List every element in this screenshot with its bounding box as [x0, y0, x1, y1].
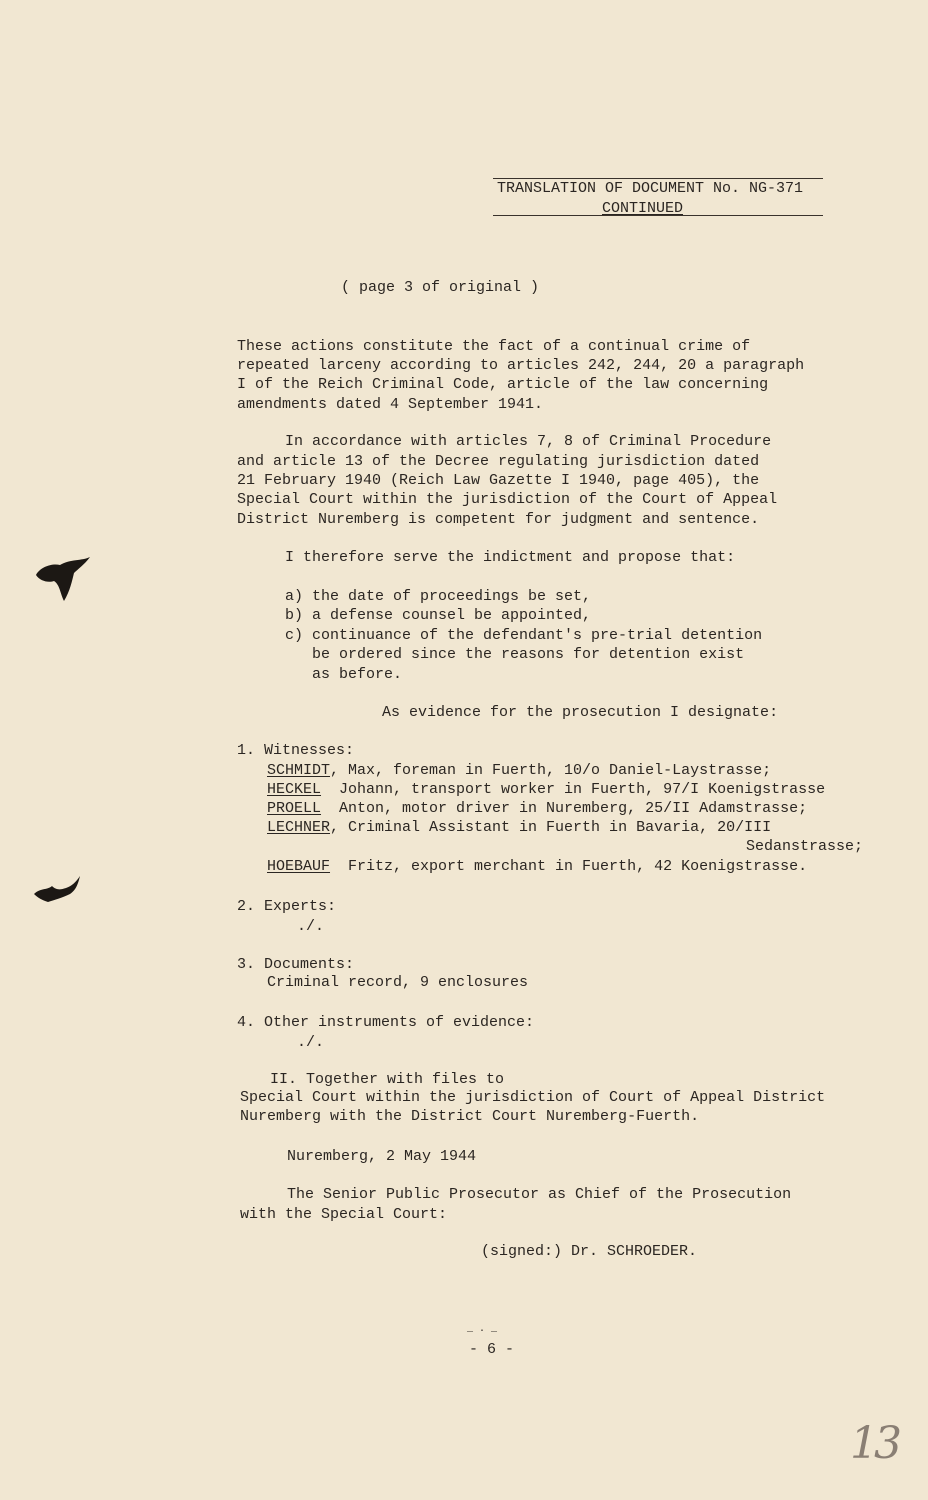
handwritten-number: 13: [850, 1418, 898, 1469]
witness-name: HOEBAUF: [267, 858, 331, 875]
witness-row: [267, 857, 807, 876]
proposal-line: c) continuance of the defendant's pre-trial detention: [285, 627, 763, 644]
paragraph1-line: repeated larceny according to articles 242, 244, 20 a paragraph: [237, 357, 805, 374]
section2-line: II. Together with files to: [270, 1071, 505, 1088]
paragraph2-line: Special Court within the jurisdiction of the Court of Appeal: [237, 491, 778, 508]
paragraph1-line: amendments dated 4 September 1941.: [237, 396, 544, 413]
page-number-dashes: _ . _: [467, 1324, 498, 1335]
witness-details: Anton, motor driver in Nuremberg, 25/II Adamstrasse;: [321, 800, 808, 817]
witness-name: SCHMIDT: [267, 762, 331, 779]
punch-hole-blot-icon: [30, 868, 86, 908]
witness-row: [746, 837, 863, 856]
witness-row: [267, 818, 771, 837]
paragraph2-line: District Nuremberg is competent for judgment and sentence.: [237, 511, 760, 528]
witness-details: Johann, transport worker in Fuerth, 97/I Koenigstrasse: [321, 781, 826, 798]
witnesses-heading: 1. Witnesses:: [237, 742, 355, 759]
paragraph2-line: In accordance with articles 7, 8 of Criminal Procedure: [285, 433, 772, 450]
witness-name: PROELL: [267, 800, 322, 817]
witness-name: LECHNER: [267, 819, 331, 836]
place-date: Nuremberg, 2 May 1944: [287, 1148, 477, 1165]
proposal-line: as before.: [285, 666, 403, 683]
other-value: ./.: [297, 1034, 325, 1051]
witness-row: [267, 780, 825, 799]
witness-row: [267, 799, 807, 818]
witness-details: , Criminal Assistant in Fuerth in Bavaria, 20/III: [330, 819, 772, 836]
witness-details: , Max, foreman in Fuerth, 10/o Daniel-Laystrasse;: [330, 762, 772, 779]
punch-hole-blot-icon: [30, 545, 96, 605]
experts-value: ./.: [297, 918, 325, 935]
page-note: ( page 3 of original ): [341, 279, 540, 296]
header-title: TRANSLATION OF DOCUMENT No. NG-371: [497, 180, 804, 197]
witness-details: Sedanstrasse;: [746, 838, 864, 855]
proposal-line: be ordered since the reasons for detention exist: [285, 646, 745, 663]
header-continued: CONTINUED: [602, 200, 684, 217]
paragraph2-line: 21 February 1940 (Reich Law Gazette I 1940, page 405), the: [237, 472, 760, 489]
documents-value: Criminal record, 9 enclosures: [267, 974, 529, 991]
paragraph2-line: and article 13 of the Decree regulating jurisdiction dated: [237, 453, 760, 470]
witness-row: [267, 761, 771, 780]
paragraph1-line: These actions constitute the fact of a continual crime of: [237, 338, 751, 355]
signoff-line: The Senior Public Prosecutor as Chief of the Prosecution: [287, 1186, 792, 1203]
page-number: - 6 -: [469, 1341, 515, 1358]
witness-name: HECKEL: [267, 781, 322, 798]
paragraph1-line: I of the Reich Criminal Code, article of the law concerning: [237, 376, 769, 393]
documents-heading: 3. Documents:: [237, 956, 355, 973]
section2-line: Nuremberg with the District Court Nuremberg-Fuerth.: [240, 1108, 700, 1125]
evidence-intro: As evidence for the prosecution I designate:: [382, 704, 779, 721]
other-heading: 4. Other instruments of evidence:: [237, 1014, 535, 1031]
proposal-line: b) a defense counsel be appointed,: [285, 607, 592, 624]
experts-heading: 2. Experts:: [237, 898, 337, 915]
section2-line: Special Court within the jurisdiction of Court of Appeal District: [240, 1089, 826, 1106]
indictment-intro: I therefore serve the indictment and propose that:: [285, 549, 736, 566]
signature: (signed:) Dr. SCHROEDER.: [481, 1243, 698, 1260]
witness-details: Fritz, export merchant in Fuerth, 42 Koenigstrasse.: [330, 858, 808, 875]
signoff-line: with the Special Court:: [240, 1206, 448, 1223]
proposal-line: a) the date of proceedings be set,: [285, 588, 592, 605]
